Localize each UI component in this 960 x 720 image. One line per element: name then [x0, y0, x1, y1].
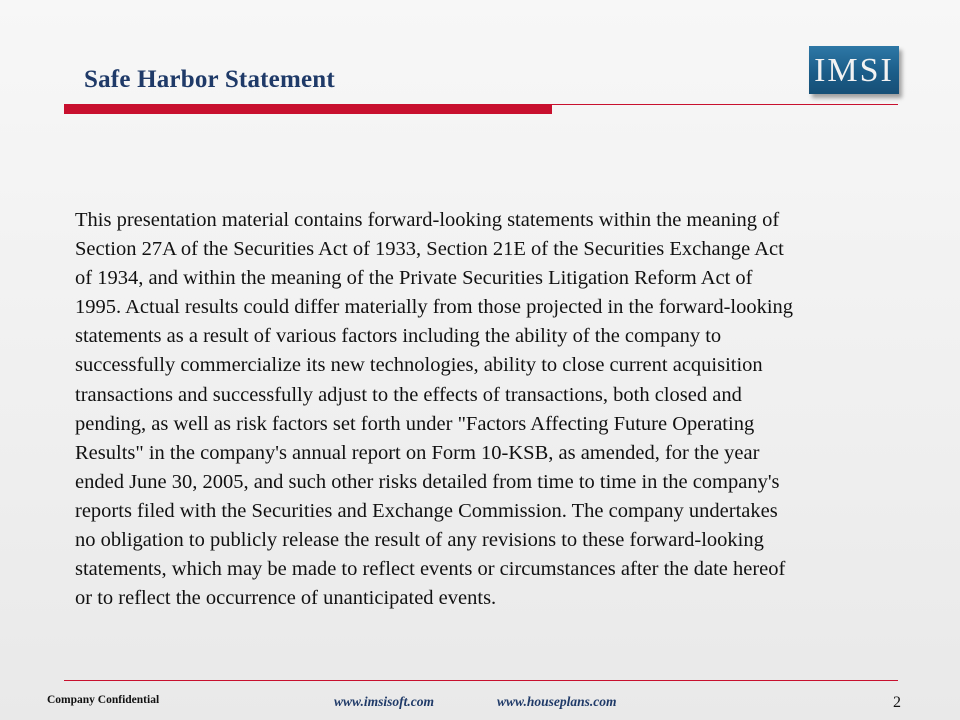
- body-line: Section 27A of the Securities Act of 1933, Section 21E of the Securities Exchange Act: [75, 238, 784, 261]
- body-line: of 1934, and within the meaning of the Private Securities Litigation Reform Act of: [75, 267, 753, 290]
- body-line: no obligation to publicly release the result of any revisions to these forward-looking: [75, 529, 764, 552]
- header-rule: [552, 104, 898, 105]
- body-line: ended June 30, 2005, and such other risks detailed from time to time in the company's: [75, 470, 780, 493]
- body-line: 1995. Actual results could differ materially from those projected in the forward-looking: [75, 296, 794, 319]
- safe-harbor-body: [75, 206, 925, 613]
- body-line: reports filed with the Securities and Exchange Commission. The company undertakes: [75, 499, 778, 522]
- footer-rule: [64, 680, 898, 681]
- body-line: transactions and successfully adjust to the effects of transactions, both closed and: [75, 383, 742, 406]
- imsisoft-link[interactable]: www.imsisoft.com: [334, 694, 435, 709]
- confidential-label: Company Confidential: [47, 694, 160, 706]
- slide-title: Safe Harbor Statement: [84, 66, 335, 93]
- body-line: or to reflect the occurrence of unanticipated events.: [75, 587, 497, 610]
- body-line: statements as a result of various factors including the ability of the company to: [75, 325, 722, 348]
- houseplans-link[interactable]: www.houseplans.com: [497, 694, 617, 709]
- body-line: successfully commercialize its new technologies, ability to close current acquisition: [75, 354, 763, 377]
- page-number: 2: [893, 694, 901, 711]
- body-line: This presentation material contains forward-looking statements within the meaning of: [75, 209, 780, 231]
- body-line: statements, which may be made to reflect events or circumstances after the date hereof: [75, 558, 786, 581]
- body-line: Results" in the company's annual report on Form 10-KSB, as amended, for the year: [75, 441, 760, 464]
- logo-text: IMSI: [814, 52, 894, 89]
- title-underline-bar: [64, 104, 552, 114]
- imsi-logo: [809, 46, 899, 94]
- body-line: pending, as well as risk factors set forth under "Factors Affecting Future Operating: [75, 412, 755, 435]
